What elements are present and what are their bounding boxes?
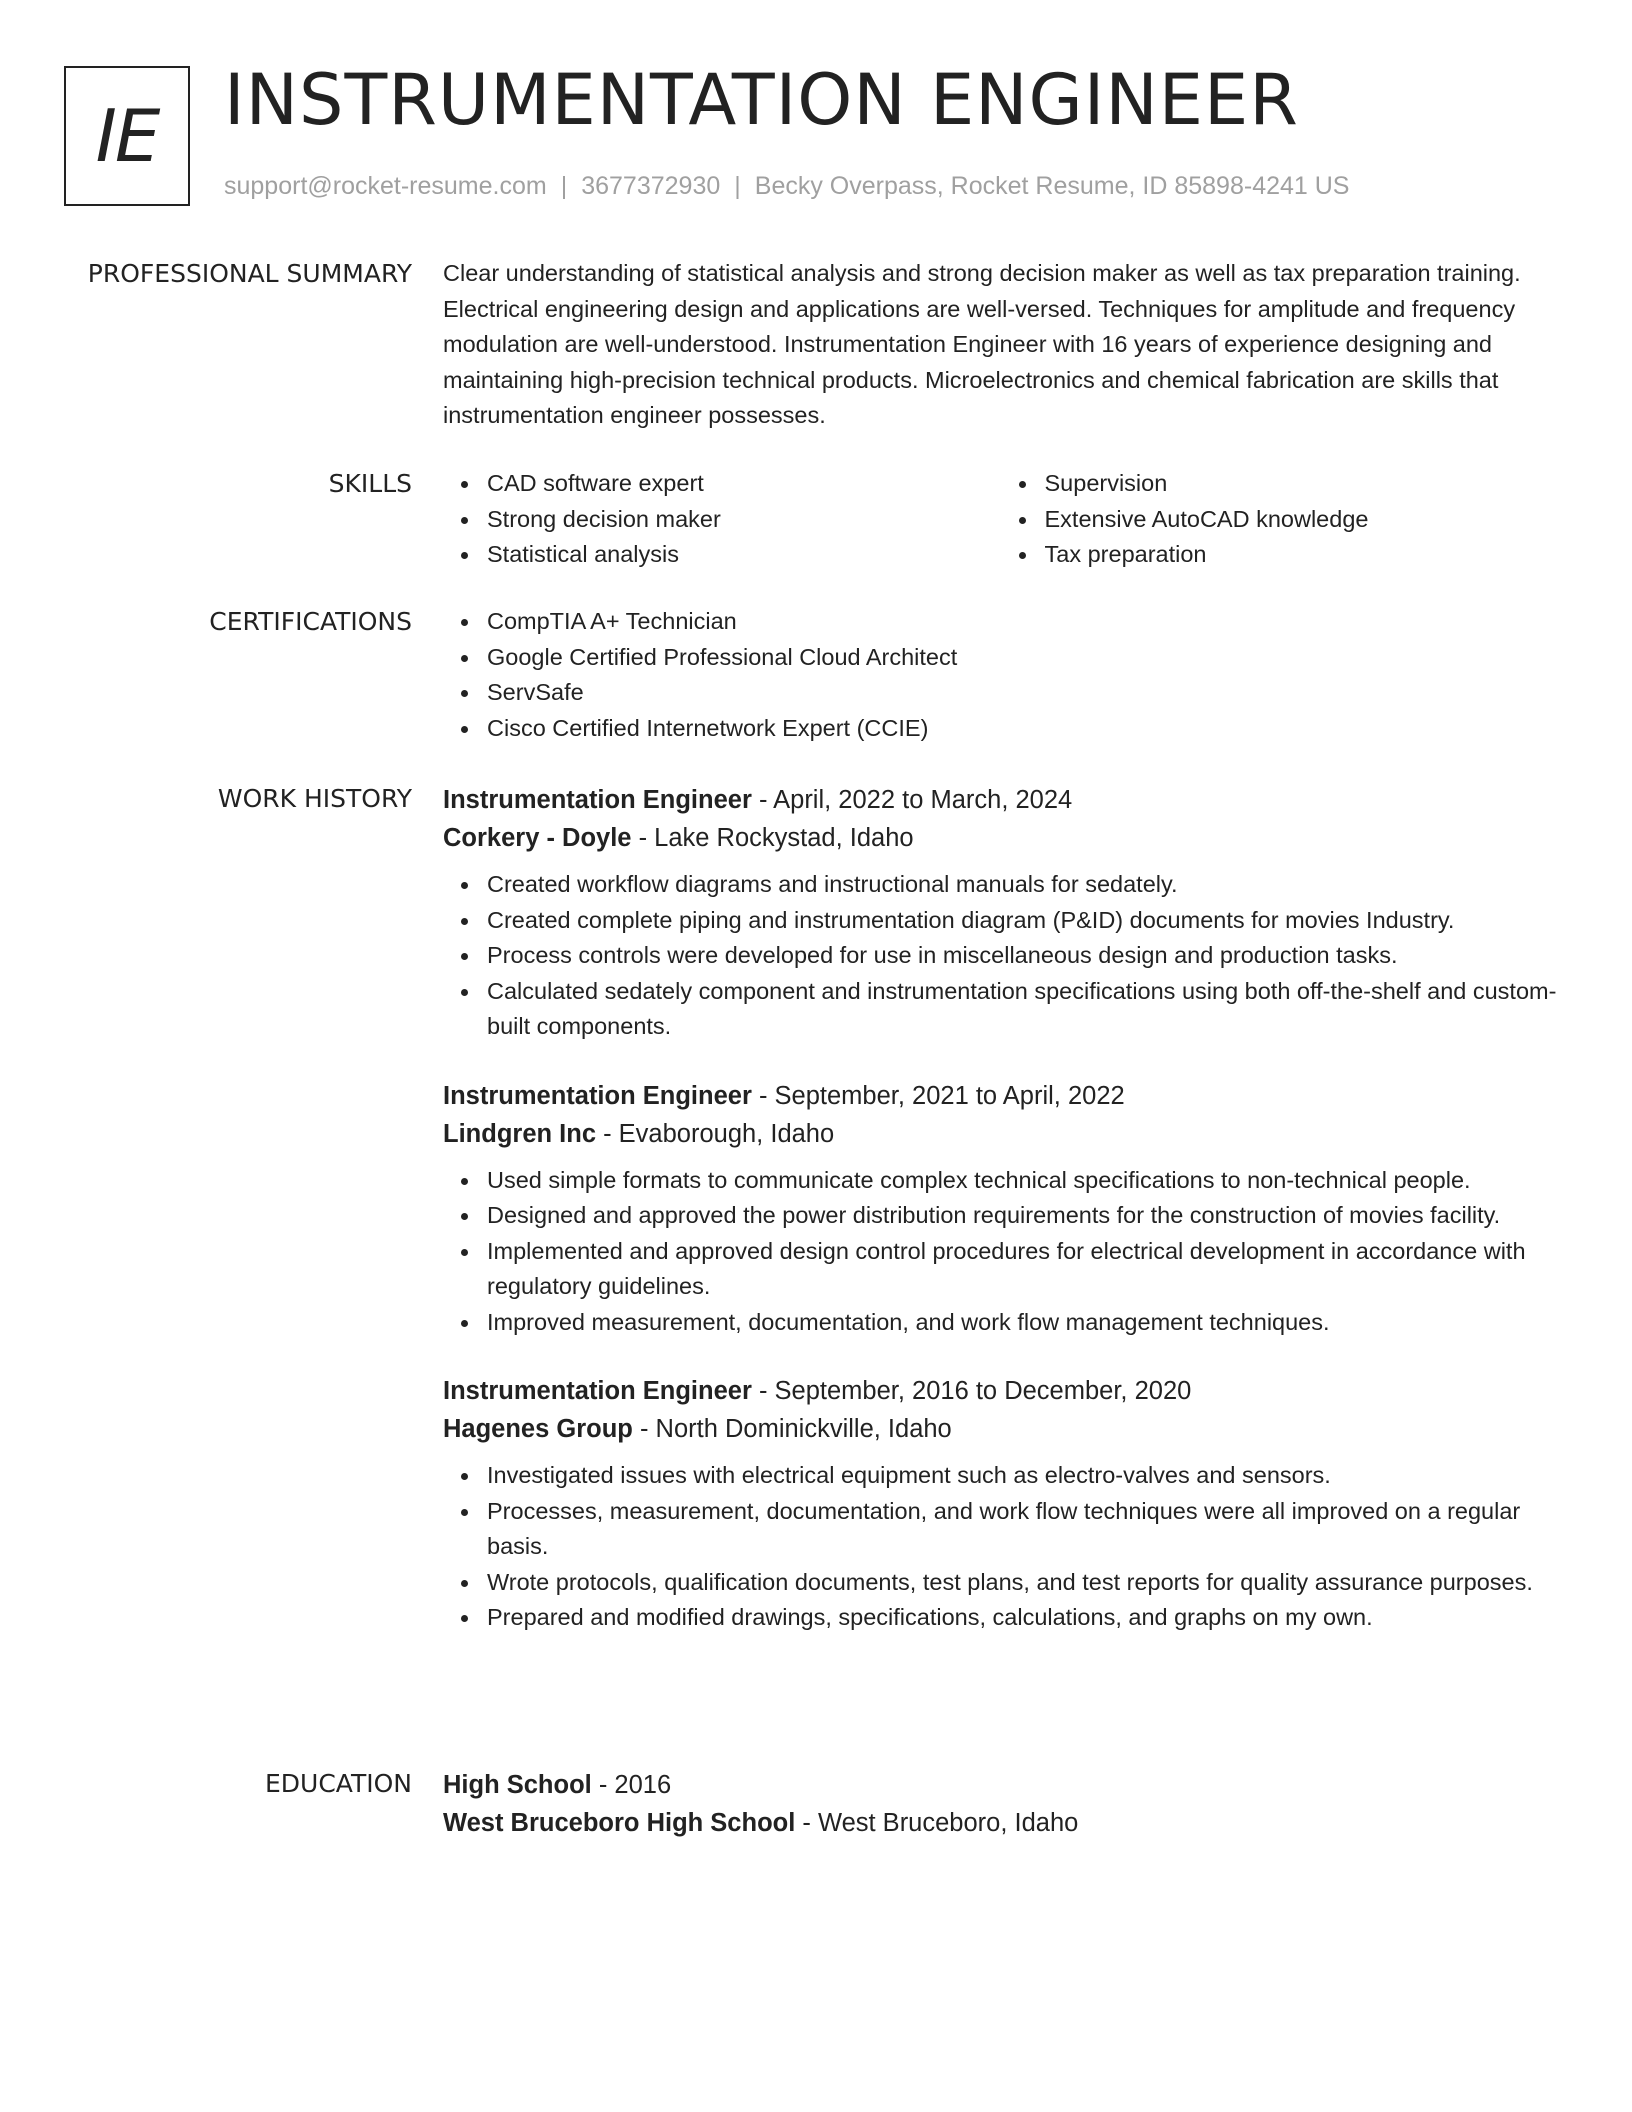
skill-item: Statistical analysis — [487, 537, 1001, 573]
skill-item: Supervision — [1045, 466, 1559, 502]
certification-item: ServSafe — [487, 675, 1558, 711]
job-bullet: Wrote protocols, qualification documents, test plans, and test reports for quality assurance purposes. — [487, 1565, 1558, 1601]
skill-item: Tax preparation — [1045, 537, 1559, 573]
education-degree: High School — [443, 1771, 592, 1799]
job-bullets — [443, 867, 1558, 1045]
job-entry — [443, 1077, 1558, 1341]
education-degree-line — [443, 1766, 1558, 1804]
certifications-body — [443, 604, 1558, 746]
section-title-work-history: WORK HISTORY — [217, 784, 412, 813]
work-history-body — [443, 781, 1558, 1668]
skill-item: Strong decision maker — [487, 502, 1001, 538]
skill-item: CAD software expert — [487, 466, 1001, 502]
job-company-line — [443, 1115, 1558, 1153]
certification-item: Cisco Certified Internetwork Expert (CCIE) — [487, 711, 1558, 747]
job-bullet: Created complete piping and instrumentation diagram (P&ID) documents for movies Industry. — [487, 903, 1558, 939]
education-location: - West Bruceboro, Idaho — [795, 1809, 1079, 1837]
monogram-logo: IE — [64, 66, 190, 206]
job-dates: - April, 2022 to March, 2024 — [751, 786, 1073, 814]
contact-line — [224, 172, 1349, 201]
job-company: Lindgren Inc — [443, 1119, 596, 1148]
education-school-line — [443, 1804, 1558, 1842]
section-title-education: EDUCATION — [265, 1769, 412, 1798]
job-bullet: Created workflow diagrams and instructional manuals for sedately. — [487, 867, 1558, 903]
section-title-certifications: CERTIFICATIONS — [209, 607, 412, 636]
job-location: - North Dominickville, Idaho — [632, 1415, 952, 1443]
education-year: - 2016 — [591, 1771, 672, 1799]
job-location: - Evaborough, Idaho — [596, 1119, 835, 1148]
section-title-summary: PROFESSIONAL SUMMARY — [87, 259, 412, 288]
certification-item: Google Certified Professional Cloud Architect — [487, 640, 1558, 676]
job-company: Hagenes Group — [443, 1415, 633, 1443]
job-role: Instrumentation Engineer — [443, 1377, 752, 1405]
skills-column-1 — [443, 466, 1001, 573]
education-school: West Bruceboro High School — [443, 1809, 796, 1837]
job-bullet: Implemented and approved design control procedures for electrical development in accordance with regulatory guidelines. — [487, 1234, 1558, 1305]
job-bullet: Calculated sedately component and instrumentation specifications using both off-the-shelf and custom-built components. — [487, 974, 1558, 1045]
job-bullets — [443, 1458, 1558, 1636]
job-bullet: Process controls were developed for use in miscellaneous design and production tasks. — [487, 938, 1558, 974]
job-bullet: Prepared and modified drawings, specifications, calculations, and graphs on my own. — [487, 1600, 1558, 1636]
contact-separator: | — [560, 172, 568, 200]
job-entry — [443, 1372, 1558, 1636]
summary-body — [443, 256, 1558, 434]
job-bullet: Used simple formats to communicate complex technical specifications to non-technical people. — [487, 1163, 1558, 1199]
job-company-line — [443, 819, 1558, 857]
job-bullet: Improved measurement, documentation, and work flow management techniques. — [487, 1305, 1558, 1341]
job-location: - Lake Rockystad, Idaho — [631, 824, 914, 852]
education-body — [443, 1766, 1558, 1842]
contact-email: support@rocket-resume.com — [224, 172, 547, 200]
job-role-line — [443, 1077, 1558, 1115]
job-dates: - September, 2016 to December, 2020 — [751, 1377, 1192, 1405]
job-entry — [443, 781, 1558, 1045]
job-bullet: Designed and approved the power distribution requirements for the construction of movies facility. — [487, 1198, 1558, 1234]
contact-address: Becky Overpass, Rocket Resume, ID 85898-4241 US — [754, 172, 1350, 200]
job-company-line — [443, 1410, 1558, 1448]
job-dates: - September, 2021 to April, 2022 — [751, 1081, 1125, 1110]
job-role: Instrumentation Engineer — [443, 1081, 752, 1110]
section-title-skills: SKILLS — [328, 469, 412, 498]
job-bullet: Investigated issues with electrical equipment such as electro-valves and sensors. — [487, 1458, 1558, 1494]
job-bullet: Processes, measurement, documentation, and work flow techniques were all improved on a regular basis. — [487, 1494, 1558, 1565]
certification-item: CompTIA A+ Technician — [487, 604, 1558, 640]
job-role-line — [443, 781, 1558, 819]
summary-text: Clear understanding of statistical analysis and strong decision maker as well as tax preparation training. Electrical engineering design and applications are well-versed. Techniques for amplitude and frequency modulation are well-understood. Instrumentation Engineer with 16 years of experience designing and maintaining high-precision technical products. Microelectronics and chemical fabrication are skills that instrumentation engineer possesses. — [443, 260, 1521, 428]
contact-separator: | — [734, 172, 741, 200]
page-title: INSTRUMENTATION ENGINEER — [224, 59, 1299, 141]
job-role-line — [443, 1372, 1558, 1410]
skills-column-2 — [1001, 466, 1559, 573]
job-role: Instrumentation Engineer — [443, 786, 752, 814]
contact-phone: 3677372930 — [581, 172, 721, 200]
skill-item: Extensive AutoCAD knowledge — [1045, 502, 1559, 538]
job-bullets — [443, 1163, 1558, 1341]
skills-body — [443, 466, 1558, 573]
job-company: Corkery - Doyle — [443, 824, 632, 852]
certifications-list — [443, 604, 1558, 746]
